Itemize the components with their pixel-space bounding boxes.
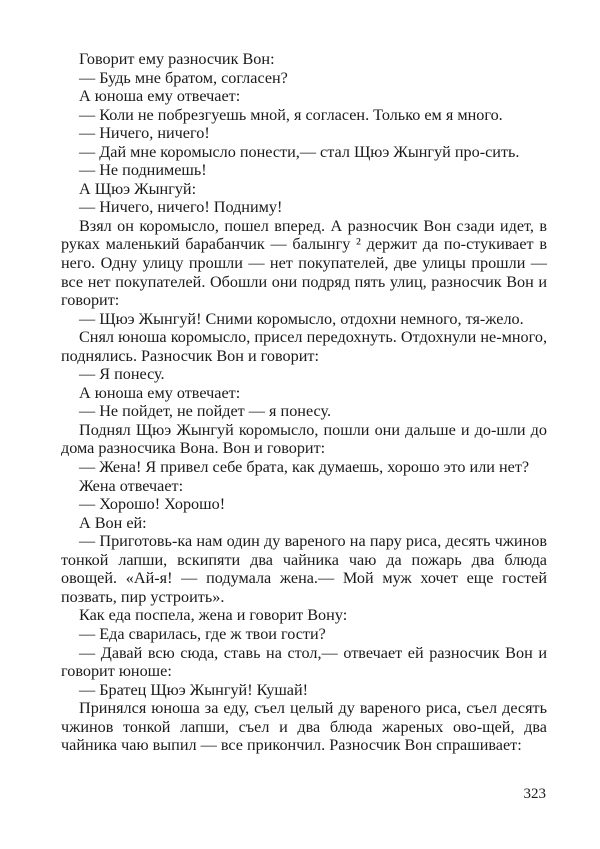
paragraph: Поднял Щюэ Жынгуй коромысло, пошли они дальше и до-шли до дома разносчика Вона. Вон и говорит: — [61, 420, 547, 458]
paragraph: — Будь мне братом, согласен? — [79, 68, 288, 87]
paragraph: — Ничего, ничего! — [79, 124, 210, 143]
paragraph: Как еда поспела, жена и говорит Вону: — [79, 606, 348, 625]
paragraph: Говорит ему разносчик Вон: — [79, 50, 275, 68]
paragraph: — Я понесу. — [79, 365, 165, 384]
paragraph: — Не поднимешь! — [79, 161, 207, 180]
page-text — [61, 50, 547, 755]
paragraph: А юноша ему отвечает: — [79, 383, 241, 402]
paragraph: — Приготовь-ка нам один ду вареного на пару риса, десять чжинов тонкой лапши, вскипяти два чайника чаю да пожарь два блюда овощей. «Ай-я! — подумала жена.— Мой муж хочет еще гостей позвать, пир устроить». — [61, 532, 547, 606]
paragraph: — Братец Щюэ Жынгуй! Кушай! — [79, 680, 309, 699]
paragraph: — Жена! Я привел себе брата, как думаешь, хорошо это или нет? — [79, 458, 530, 477]
paragraph: — Давай всю сюда, ставь на стол,— отвечает ей разносчик Вон и говорит юноше: — [61, 643, 547, 681]
paragraph: А Вон ей: — [79, 513, 147, 532]
paragraph: А юноша ему отвечает: — [79, 87, 241, 106]
page-number: 323 — [523, 786, 546, 802]
paragraph: — Дай мне коромысло понести,— стал Щюэ Жынгуй про-сить. — [79, 142, 520, 161]
paragraph: Принялся юноша за еду, съел целый ду вареного риса, съел десять чжинов тонкой лапши, съел и два блюда жареных ово-щей, два чайника чаю выпил — все прикончил. Разносчик Вон спрашивает: — [61, 699, 547, 755]
paragraph: Жена отвечает: — [79, 476, 184, 495]
paragraph: Снял юноша коромысло, присел передохнуть. Отдохнули не-много, поднялись. Разносчик Вон и говорит: — [61, 328, 547, 365]
paragraph: — Хорошо! Хорошо! — [79, 495, 226, 514]
paragraph: — Ничего, ничего! Подниму! — [79, 198, 283, 217]
paragraph: — Коли не побрезгуешь мной, я согласен. Только ем я много. — [79, 105, 503, 124]
paragraph: А Щюэ Жынгуй: — [79, 179, 197, 198]
paragraph: — Еда сварилась, где ж твои гости? — [79, 624, 326, 643]
paragraph: — Не пойдет, не пойдет — я понесу. — [79, 402, 332, 421]
paragraph: — Щюэ Жынгуй! Сними коромысло, отдохни немного, тя-жело. — [79, 309, 524, 328]
paragraph: Взял он коромысло, пошел вперед. А разносчик Вон сзади идет, в руках маленький барабанчик — балынгу ² держит да по-стукивает в него. Одну улицу прошли — нет покупателей, две улицы прошли — все нет покупателей. Обошли они подряд пять улиц, разносчик Вон и говорит: — [61, 216, 547, 310]
